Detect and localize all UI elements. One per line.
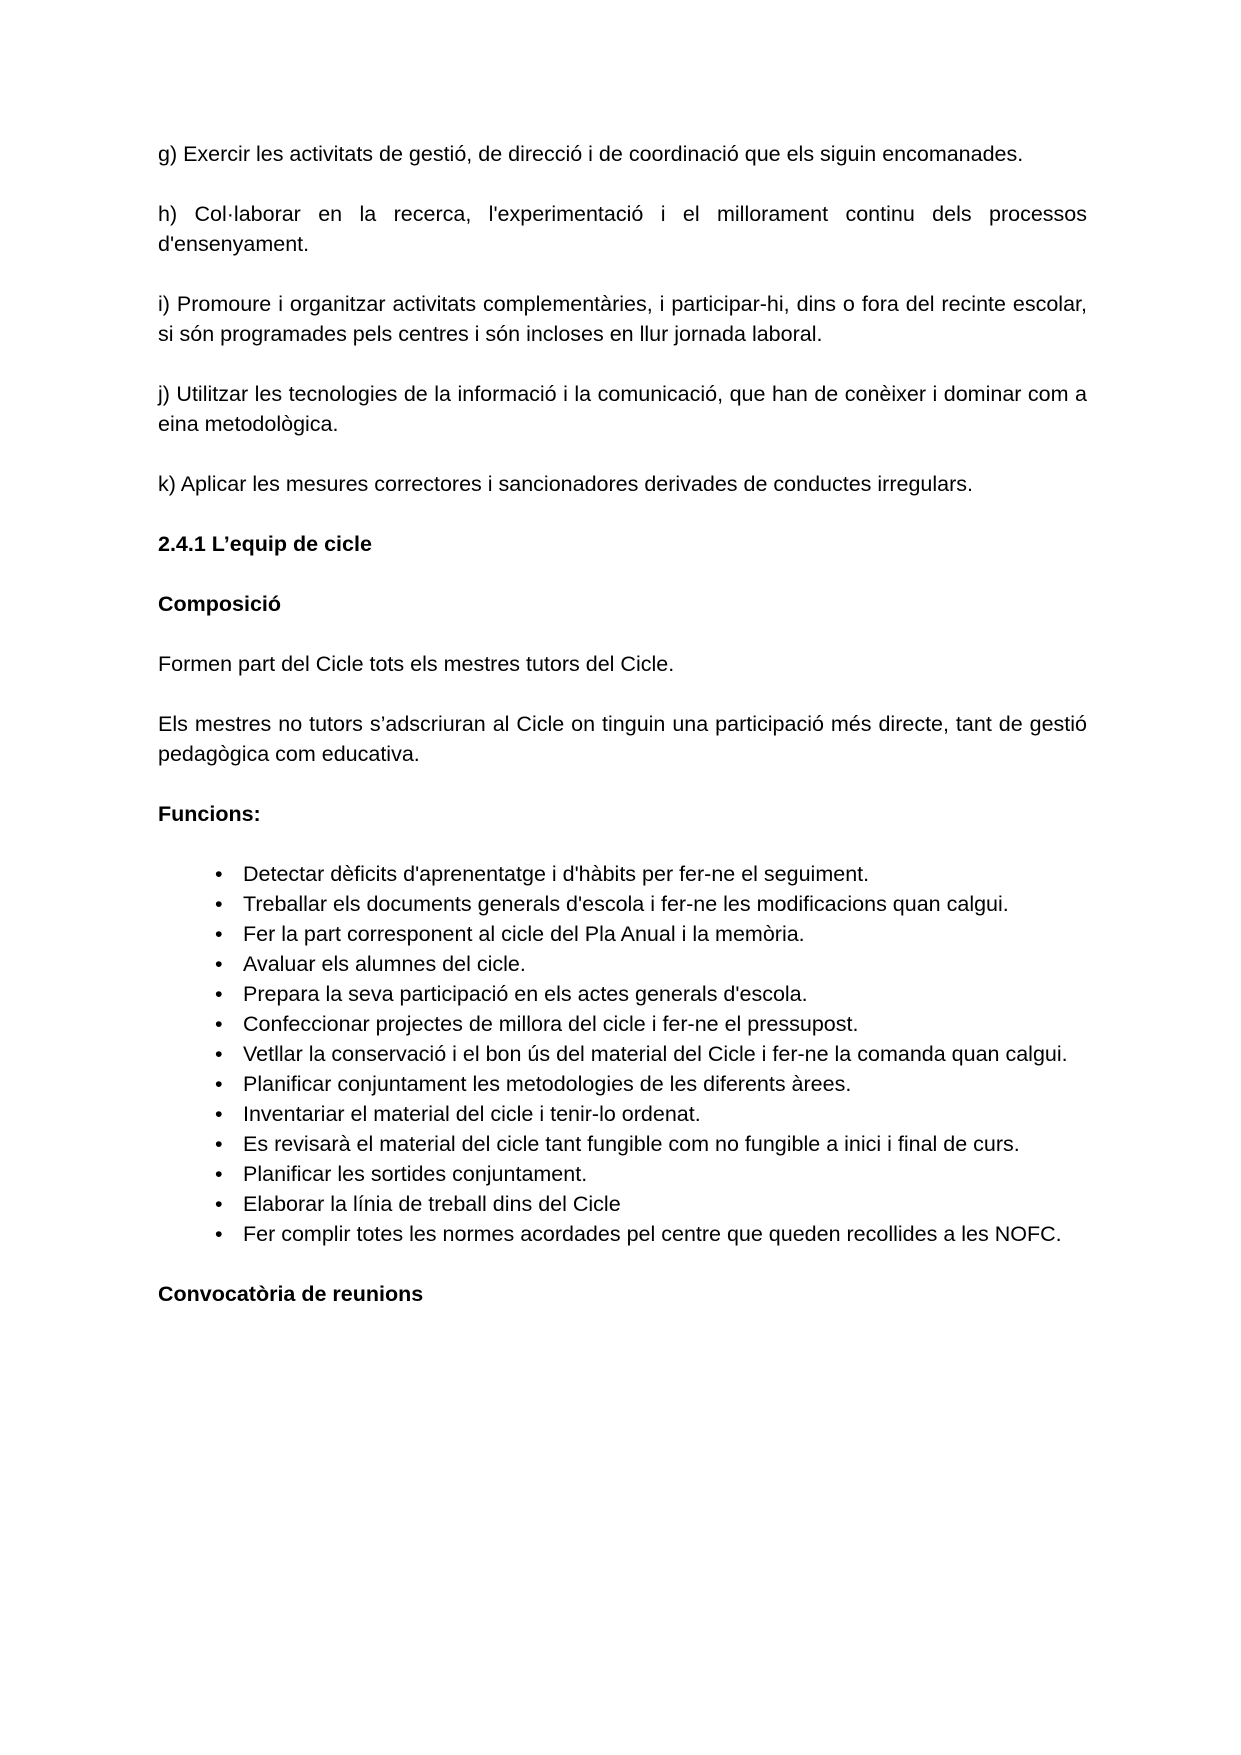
subsection-title-funcions: Funcions: xyxy=(158,802,261,826)
bullet-item: • Confeccionar projectes de millora del cicle i fer-ne el pressupost. xyxy=(158,1009,1087,1039)
bullet-item: • Avaluar els alumnes del cicle. xyxy=(158,949,1087,979)
paragraph-item-h: h) Col·laborar en la recerca, l'experimentació i el millorament continu dels processos d'ensenyament. xyxy=(158,202,1087,256)
bullet-item: • Vetllar la conservació i el bon ús del material del Cicle i fer-ne la comanda quan calgui. xyxy=(158,1039,1087,1069)
bullet-item: • Fer la part corresponent al cicle del Pla Anual i la memòria. xyxy=(158,919,1087,949)
bullet-item: • Detectar dèficits d'aprenentatge i d'hàbits per fer-ne el seguiment. xyxy=(158,859,1087,889)
bullet-item: • Es revisarà el material del cicle tant fungible com no fungible a inici i final de curs. xyxy=(158,1129,1087,1159)
section-title: 2.4.1 L’equip de cicle xyxy=(158,532,372,556)
bullet-item: • Treballar els documents generals d'escola i fer-ne les modificacions quan calgui. xyxy=(158,889,1087,919)
subsection-title-composicio: Composició xyxy=(158,592,282,616)
paragraph-item-j: j) Utilitzar les tecnologies de la informació i la comunicació, que han de conèixer i dominar com a eina metodològica. xyxy=(158,382,1087,436)
bullet-item: • Elaborar la línia de treball dins del Cicle xyxy=(158,1189,1087,1219)
bullet-item: • Inventariar el material del cicle i tenir-lo ordenat. xyxy=(158,1099,1087,1129)
funcions-bullet-list xyxy=(158,859,1087,1249)
paragraph-item-i: i) Promoure i organitzar activitats complementàries, i participar-hi, dins o fora del recinte escolar, si són programades pels centres i són incloses en llur jornada laboral. xyxy=(158,292,1087,346)
subsection-title-convocatoria: Convocatòria de reunions xyxy=(158,1282,424,1306)
paragraph-item-k: k) Aplicar les mesures correctores i sancionadores derivades de conductes irregulars. xyxy=(158,472,973,496)
composicio-paragraph: Els mestres no tutors s’adscriuran al Cicle on tinguin una participació més directe, tant de gestió pedagògica com educativa. xyxy=(158,712,1087,766)
bullet-item: • Planificar conjuntament les metodologies de les diferents àrees. xyxy=(158,1069,1087,1099)
composicio-paragraph: Formen part del Cicle tots els mestres tutors del Cicle. xyxy=(158,652,675,676)
bullet-item: • Planificar les sortides conjuntament. xyxy=(158,1159,1087,1189)
paragraph-item-g: g) Exercir les activitats de gestió, de direcció i de coordinació que els siguin encomanades. xyxy=(158,142,1024,166)
bullet-item: • Fer complir totes les normes acordades pel centre que queden recollides a les NOFC. xyxy=(158,1219,1087,1249)
bullet-item: • Prepara la seva participació en els actes generals d'escola. xyxy=(158,979,1087,1009)
